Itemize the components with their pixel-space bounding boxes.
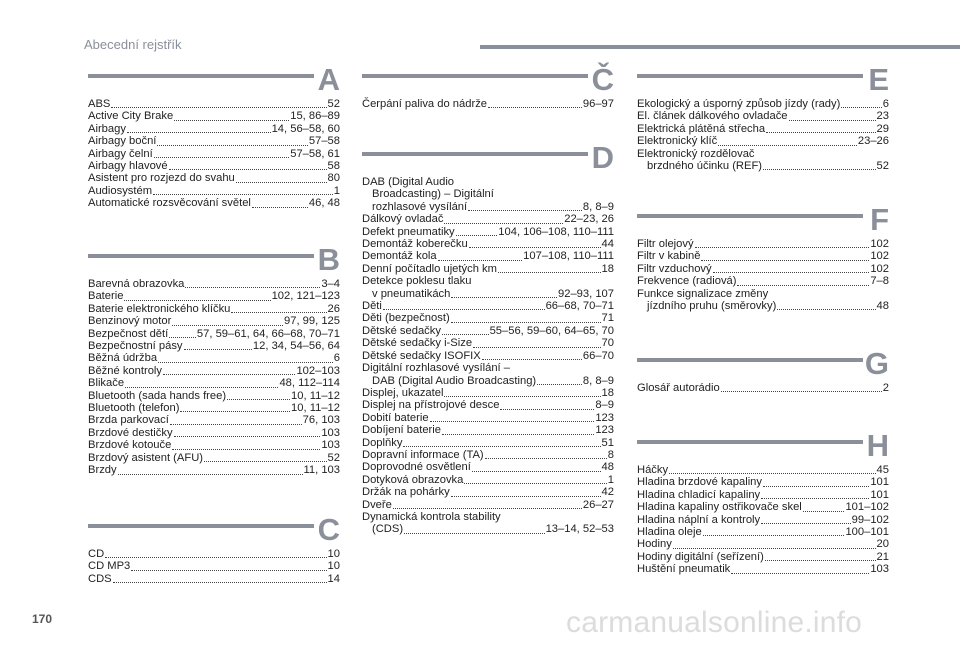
entry-pages: 102: [870, 238, 889, 250]
dot-leader: [252, 196, 308, 208]
entry-pages: 23: [876, 110, 889, 123]
entry-pages: 45: [876, 464, 889, 476]
index-entry: [88, 315, 340, 327]
page-number: 170: [32, 612, 53, 626]
entry-label: Filtr olejový: [637, 238, 694, 250]
dot-leader: [111, 96, 326, 108]
index-entry: [362, 499, 614, 511]
dot-leader: [731, 562, 869, 574]
entry-label: Baterie: [88, 290, 124, 303]
dot-leader: [765, 549, 876, 561]
entry-label: Hladina brzdové kapaliny: [637, 476, 763, 489]
dot-leader: [204, 450, 327, 462]
entry-pages: 23–26: [857, 135, 889, 148]
entry-pages: 11, 103: [303, 464, 340, 477]
entry-label: Doplňky: [362, 436, 403, 449]
entry-label: Doprovodné osvětlení: [362, 461, 471, 474]
entry-pages: 13–14, 52–53: [545, 523, 614, 536]
entry-label: Hodiny digitální (seřízení): [637, 550, 764, 563]
dot-leader: [485, 447, 607, 459]
index-entry: [362, 275, 614, 300]
entry-pages: 70: [601, 337, 614, 350]
entry-label: Běžná údržba: [88, 352, 158, 365]
index-entry: [637, 563, 889, 575]
entry-pages: 48: [876, 300, 889, 313]
entry-label: Airbagy hlavové: [88, 160, 168, 173]
entry-label: ABS: [88, 98, 111, 110]
entry-label: Displej, ukazatel: [362, 386, 444, 399]
entry-pages: 14, 56–58, 60: [271, 122, 340, 135]
entry-pages: 10: [327, 560, 340, 573]
entry-label: Displej na přístrojové desce: [362, 399, 500, 412]
dot-leader: [169, 158, 327, 170]
dot-leader: [695, 236, 870, 248]
section-rule: [88, 74, 314, 78]
entry-pages: 99–102: [851, 513, 889, 526]
entry-label: Bluetooth (telefon): [88, 402, 180, 415]
dot-leader: [227, 388, 290, 400]
entry-pages: 55–56, 59–60, 64–65, 70: [489, 324, 614, 337]
section-letter: G: [864, 346, 889, 381]
dot-leader: [789, 109, 876, 121]
dot-leader: [442, 423, 594, 435]
entry-label: Audiosystém: [88, 184, 153, 197]
entry-pages: 100–101: [845, 526, 889, 539]
section-rule: [88, 254, 314, 258]
entry-label: Filtr v kabině: [637, 250, 701, 263]
dot-leader: [721, 380, 882, 392]
dot-leader: [185, 276, 320, 288]
entry-label: CDS: [88, 572, 112, 585]
dot-leader: [673, 537, 876, 549]
entry-pages: 66–70: [582, 349, 614, 362]
dot-leader: [537, 373, 582, 385]
dot-leader: [761, 512, 851, 524]
entry-pages: 103: [870, 563, 889, 576]
dot-leader: [438, 249, 523, 261]
section-rule: [637, 358, 863, 362]
entry-pages: 71: [601, 312, 614, 325]
entry-label: Defekt pneumatiky: [362, 225, 455, 238]
dot-leader: [442, 323, 489, 335]
section-letter: H: [866, 428, 889, 463]
page-header-title: Abecední rejstřík: [84, 37, 182, 52]
section-ch: [362, 62, 614, 110]
entry-label: Dětské sedačky ISOFIX: [362, 349, 481, 362]
header-bar: [480, 45, 960, 49]
section-rule: [362, 152, 588, 156]
entry-pages: 96–97: [582, 98, 614, 110]
dot-leader: [841, 96, 881, 108]
section-f: [637, 202, 889, 313]
entry-label: Dobíjení baterie: [362, 424, 441, 437]
dot-leader: [124, 289, 270, 301]
section-letter: A: [317, 62, 340, 97]
entry-label: Demontáž kola: [362, 250, 437, 263]
entry-pages: 48: [601, 461, 614, 474]
entry-label: rozhlasové vysílání: [372, 200, 468, 213]
entry-pages: 48, 112–114: [279, 377, 340, 390]
dot-leader: [172, 314, 283, 326]
dot-leader: [163, 363, 295, 375]
dot-leader: [157, 134, 307, 146]
entry-pages: 8, 8–9: [582, 200, 614, 213]
entry-label: Háčky: [637, 464, 669, 476]
index-entries: [362, 98, 614, 110]
dot-leader: [184, 338, 252, 350]
section-e: [637, 62, 889, 173]
dot-leader: [777, 298, 875, 310]
section-rule: [637, 440, 863, 444]
dot-leader: [713, 261, 870, 273]
entry-pages: 6: [333, 352, 340, 365]
dot-leader: [500, 398, 594, 410]
entry-label: Hodiny: [637, 538, 672, 551]
dot-leader: [180, 400, 290, 412]
index-entry: [362, 176, 614, 213]
index-entry: [88, 464, 340, 476]
index-entry: [637, 135, 889, 147]
entry-label: Elektronický klíč: [637, 135, 718, 148]
entry-pages: 58: [327, 160, 340, 173]
index-entries: [88, 278, 340, 477]
dot-leader: [469, 236, 601, 248]
entry-pages: 18: [601, 262, 614, 275]
entry-label: Bluetooth (sada hands free): [88, 389, 227, 402]
entry-label: Děti (bezpečnost): [362, 312, 450, 325]
entry-text-line: Funkce signalizace změny: [637, 287, 769, 300]
dot-leader: [169, 326, 196, 338]
dot-leader: [701, 249, 869, 261]
entry-label: Glosář autorádio: [637, 382, 720, 394]
entry-pages: 101–102: [845, 501, 889, 514]
entry-label: jízdního pruhu (směrovky): [647, 300, 777, 313]
entry-label: v pneumatikách: [372, 287, 451, 300]
entry-text-line: Elektronický rozdělovač: [637, 147, 755, 160]
entry-text-line: Broadcasting) – Digitální: [372, 188, 494, 201]
section-letter: Č: [591, 62, 614, 97]
entry-pages: 76, 103: [302, 414, 340, 427]
entry-pages: 14: [327, 572, 340, 585]
index-entry: [362, 98, 614, 110]
section-rule: [88, 524, 314, 528]
dot-leader: [718, 134, 857, 146]
section-a: [88, 62, 340, 210]
entry-label: CD: [88, 548, 105, 560]
entry-label: Denní počítadlo ujetých km: [362, 262, 497, 275]
index-entry: [88, 377, 340, 389]
entry-text-line: Digitální rozhlasové vysílání –: [362, 362, 510, 375]
entry-label: Filtr vzduchový: [637, 262, 712, 275]
section-b: [88, 242, 340, 477]
entry-pages: 12, 34, 54–56, 64: [252, 340, 340, 353]
dot-leader: [118, 463, 303, 475]
entry-label: Brzdy: [88, 464, 117, 477]
section-heading: [88, 62, 340, 97]
entry-label: Brzdové kotouče: [88, 439, 172, 452]
entry-pages: 107–108, 110–111: [523, 250, 614, 263]
entry-pages: 1: [333, 184, 340, 197]
entry-pages: 18: [601, 386, 614, 399]
entry-pages: 57–58, 61: [290, 147, 340, 160]
entry-pages: 101: [870, 476, 889, 489]
index-entries: [637, 98, 889, 172]
dot-leader: [444, 385, 600, 397]
dot-leader: [172, 438, 320, 450]
index-entry: [637, 275, 889, 287]
entry-label: Huštění pneumatik: [637, 563, 731, 576]
dot-leader: [105, 546, 326, 558]
dot-leader: [403, 435, 600, 447]
section-letter: B: [317, 242, 340, 277]
section-rule: [637, 214, 863, 218]
entry-label: Airbagy: [88, 122, 126, 135]
entry-label: Držák na pohárky: [362, 486, 450, 499]
entry-pages: 20: [876, 538, 889, 551]
section-letter: E: [868, 62, 889, 97]
section-c: [88, 512, 340, 585]
entry-pages: 52: [327, 451, 340, 464]
dot-leader: [669, 462, 875, 474]
entry-label: Děti: [362, 300, 382, 313]
section-rule: [637, 74, 863, 78]
entry-label: Brzdový asistent (AFU): [88, 451, 204, 464]
entry-pages: 1: [607, 473, 614, 486]
entry-label: Asistent pro rozjezd do svahu: [88, 172, 235, 185]
dot-leader: [761, 487, 869, 499]
entry-label: (CDS): [372, 523, 404, 536]
section-heading: [637, 202, 889, 237]
entry-pages: 102: [870, 262, 889, 275]
entry-pages: 46, 48: [308, 197, 340, 210]
entry-pages: 7–8: [870, 275, 889, 288]
entry-pages: 102–103: [296, 364, 340, 377]
entry-pages: 2: [882, 382, 889, 394]
entry-label: El. článek dálkového ovladače: [637, 110, 788, 123]
entry-pages: 103: [321, 426, 340, 439]
entry-pages: 103: [321, 439, 340, 452]
entry-pages: 57–58: [308, 135, 340, 148]
entry-pages: 8–9: [595, 399, 614, 412]
dot-leader: [153, 183, 333, 195]
index-entry: [637, 382, 889, 394]
index-entries: [362, 176, 614, 536]
dot-leader: [127, 121, 271, 133]
dot-leader: [456, 224, 498, 236]
dot-leader: [383, 298, 545, 310]
entry-pages: 26–27: [582, 498, 614, 511]
section-h: [637, 428, 889, 576]
entry-label: Hladina chladicí kapaliny: [637, 488, 761, 501]
index-entries: [88, 98, 340, 210]
dot-leader: [131, 559, 326, 571]
dot-leader: [468, 199, 582, 211]
entry-label: Active City Brake: [88, 110, 174, 123]
entry-pages: 123: [595, 411, 614, 424]
entry-text-line: DAB (Digital Audio: [362, 176, 455, 188]
dot-leader: [763, 158, 876, 170]
index-entry: [362, 263, 614, 275]
index-entry: [362, 362, 614, 387]
entry-label: Dětské sedačky i-Size: [362, 337, 473, 350]
entry-pages: 29: [876, 122, 889, 135]
entry-label: Dopravní informace (TA): [362, 448, 484, 461]
dot-leader: [158, 351, 333, 363]
entry-pages: 15, 86–89: [290, 110, 340, 123]
entry-pages: 102, 121–123: [271, 290, 340, 303]
section-rule: [362, 74, 588, 78]
section-heading: [637, 428, 889, 463]
entry-label: Dobití baterie: [362, 411, 429, 424]
dot-leader: [482, 348, 582, 360]
entry-pages: 52: [327, 98, 340, 110]
dot-leader: [803, 500, 845, 512]
dot-leader: [451, 286, 557, 298]
index-entries: [88, 548, 340, 585]
dot-leader: [766, 121, 875, 133]
entry-label: DAB (Digital Audio Broadcasting): [372, 374, 537, 387]
entry-pages: 6: [882, 98, 889, 110]
entry-pages: 57, 59–61, 64, 66–68, 70–71: [196, 327, 340, 340]
dot-leader: [430, 410, 595, 422]
entry-label: Bezpečnost dětí: [88, 327, 169, 340]
dot-leader: [737, 274, 869, 286]
entry-label: Dotyková obrazovka: [362, 473, 464, 486]
entry-pages: 3–4: [321, 278, 340, 290]
entry-label: Airbagy boční: [88, 135, 157, 148]
section-heading: [362, 62, 614, 97]
entry-label: Brzda parkovací: [88, 414, 169, 427]
entry-pages: 22–23, 26: [564, 213, 614, 226]
entry-label: brzdného účinku (REF): [647, 160, 763, 173]
entry-label: Hladina oleje: [637, 526, 702, 539]
section-heading: [637, 346, 889, 381]
dot-leader: [473, 336, 600, 348]
section-letter: C: [317, 512, 340, 547]
dot-leader: [703, 524, 845, 536]
index-entry: [88, 573, 340, 585]
dot-leader: [113, 571, 327, 583]
dot-leader: [763, 475, 869, 487]
entry-label: Brzdové destičky: [88, 426, 173, 439]
entry-pages: 102: [870, 250, 889, 263]
entry-pages: 8: [607, 448, 614, 461]
entry-pages: 52: [876, 160, 889, 173]
section-heading: [637, 62, 889, 97]
index-entry: [88, 197, 340, 209]
dot-leader: [451, 485, 601, 497]
dot-leader: [393, 497, 582, 509]
entry-pages: 21: [876, 550, 889, 563]
entry-pages: 123: [595, 424, 614, 437]
index-entries: [637, 464, 889, 576]
index-entries: [637, 382, 889, 394]
entry-pages: 44: [601, 238, 614, 251]
index-entry: [637, 288, 889, 313]
entry-label: Dětské sedačky: [362, 324, 441, 337]
index-entry: [362, 511, 614, 536]
dot-leader: [125, 376, 278, 388]
dot-leader: [231, 301, 326, 313]
entry-label: Airbagy čelní: [88, 147, 153, 160]
entry-pages: 42: [601, 486, 614, 499]
index-entry: [637, 489, 889, 501]
dot-leader: [464, 472, 606, 484]
section-heading: [88, 242, 340, 277]
entry-label: Ekologický a úsporný způsob jízdy (rady): [637, 98, 841, 110]
entry-label: Demontáž koberečku: [362, 238, 468, 251]
dot-leader: [174, 425, 321, 437]
index-entry: [362, 350, 614, 362]
dot-leader: [488, 96, 582, 108]
dot-leader: [154, 146, 290, 158]
entry-pages: 80: [327, 172, 340, 185]
dot-leader: [170, 413, 302, 425]
dot-leader: [444, 212, 563, 224]
section-heading: [362, 140, 614, 175]
entry-label: Barevná obrazovka: [88, 278, 185, 290]
section-heading: [88, 512, 340, 547]
dot-leader: [174, 109, 289, 121]
entry-text-line: Dynamická kontrola stability: [362, 510, 501, 523]
entry-label: Čerpání paliva do nádrže: [362, 98, 488, 110]
entry-pages: 97, 99, 125: [284, 315, 340, 328]
entry-label: Hladina náplní a kontroly: [637, 513, 761, 526]
index-entry: [637, 148, 889, 173]
section-letter: D: [591, 140, 614, 175]
section-d: [362, 140, 614, 536]
entry-pages: 10, 11–12: [291, 389, 340, 402]
entry-pages: 92–93, 107: [558, 287, 614, 300]
entry-label: Elektrická plátěná střecha: [637, 122, 766, 135]
entry-pages: 10, 11–12: [291, 402, 340, 415]
entry-label: Dveře: [362, 498, 392, 511]
entry-text-line: Detekce poklesu tlaku: [362, 275, 472, 288]
dot-leader: [236, 171, 327, 183]
entry-pages: 66–68, 70–71: [545, 300, 614, 313]
entry-pages: 104, 106–108, 110–111: [498, 225, 614, 238]
entry-label: Běžné kontroly: [88, 364, 163, 377]
watermark: carmanualsonline.info: [566, 606, 863, 639]
entry-label: CD MP3: [88, 560, 131, 573]
section-g: [637, 346, 889, 394]
entry-label: Automatické rozsvěcování světel: [88, 197, 251, 210]
entry-pages: 26: [327, 302, 340, 315]
entry-pages: 8, 8–9: [582, 374, 614, 387]
entry-label: Dálkový ovladač: [362, 213, 444, 226]
entry-label: Hladina kapaliny ostřikovače skel: [637, 501, 802, 514]
section-letter: F: [870, 202, 889, 237]
dot-leader: [451, 311, 601, 323]
index-entries: [637, 238, 889, 312]
dot-leader: [472, 460, 601, 472]
entry-label: Frekvence (radiová): [637, 275, 737, 288]
entry-label: Blikače: [88, 377, 125, 390]
entry-label: Baterie elektronického klíčku: [88, 302, 231, 315]
entry-pages: 51: [601, 436, 614, 449]
entry-pages: 101: [870, 488, 889, 501]
dot-leader: [404, 522, 544, 534]
entry-label: Benzinový motor: [88, 315, 172, 328]
entry-pages: 10: [327, 548, 340, 560]
dot-leader: [498, 261, 601, 273]
entry-label: Bezpečnostní pásy: [88, 340, 183, 353]
